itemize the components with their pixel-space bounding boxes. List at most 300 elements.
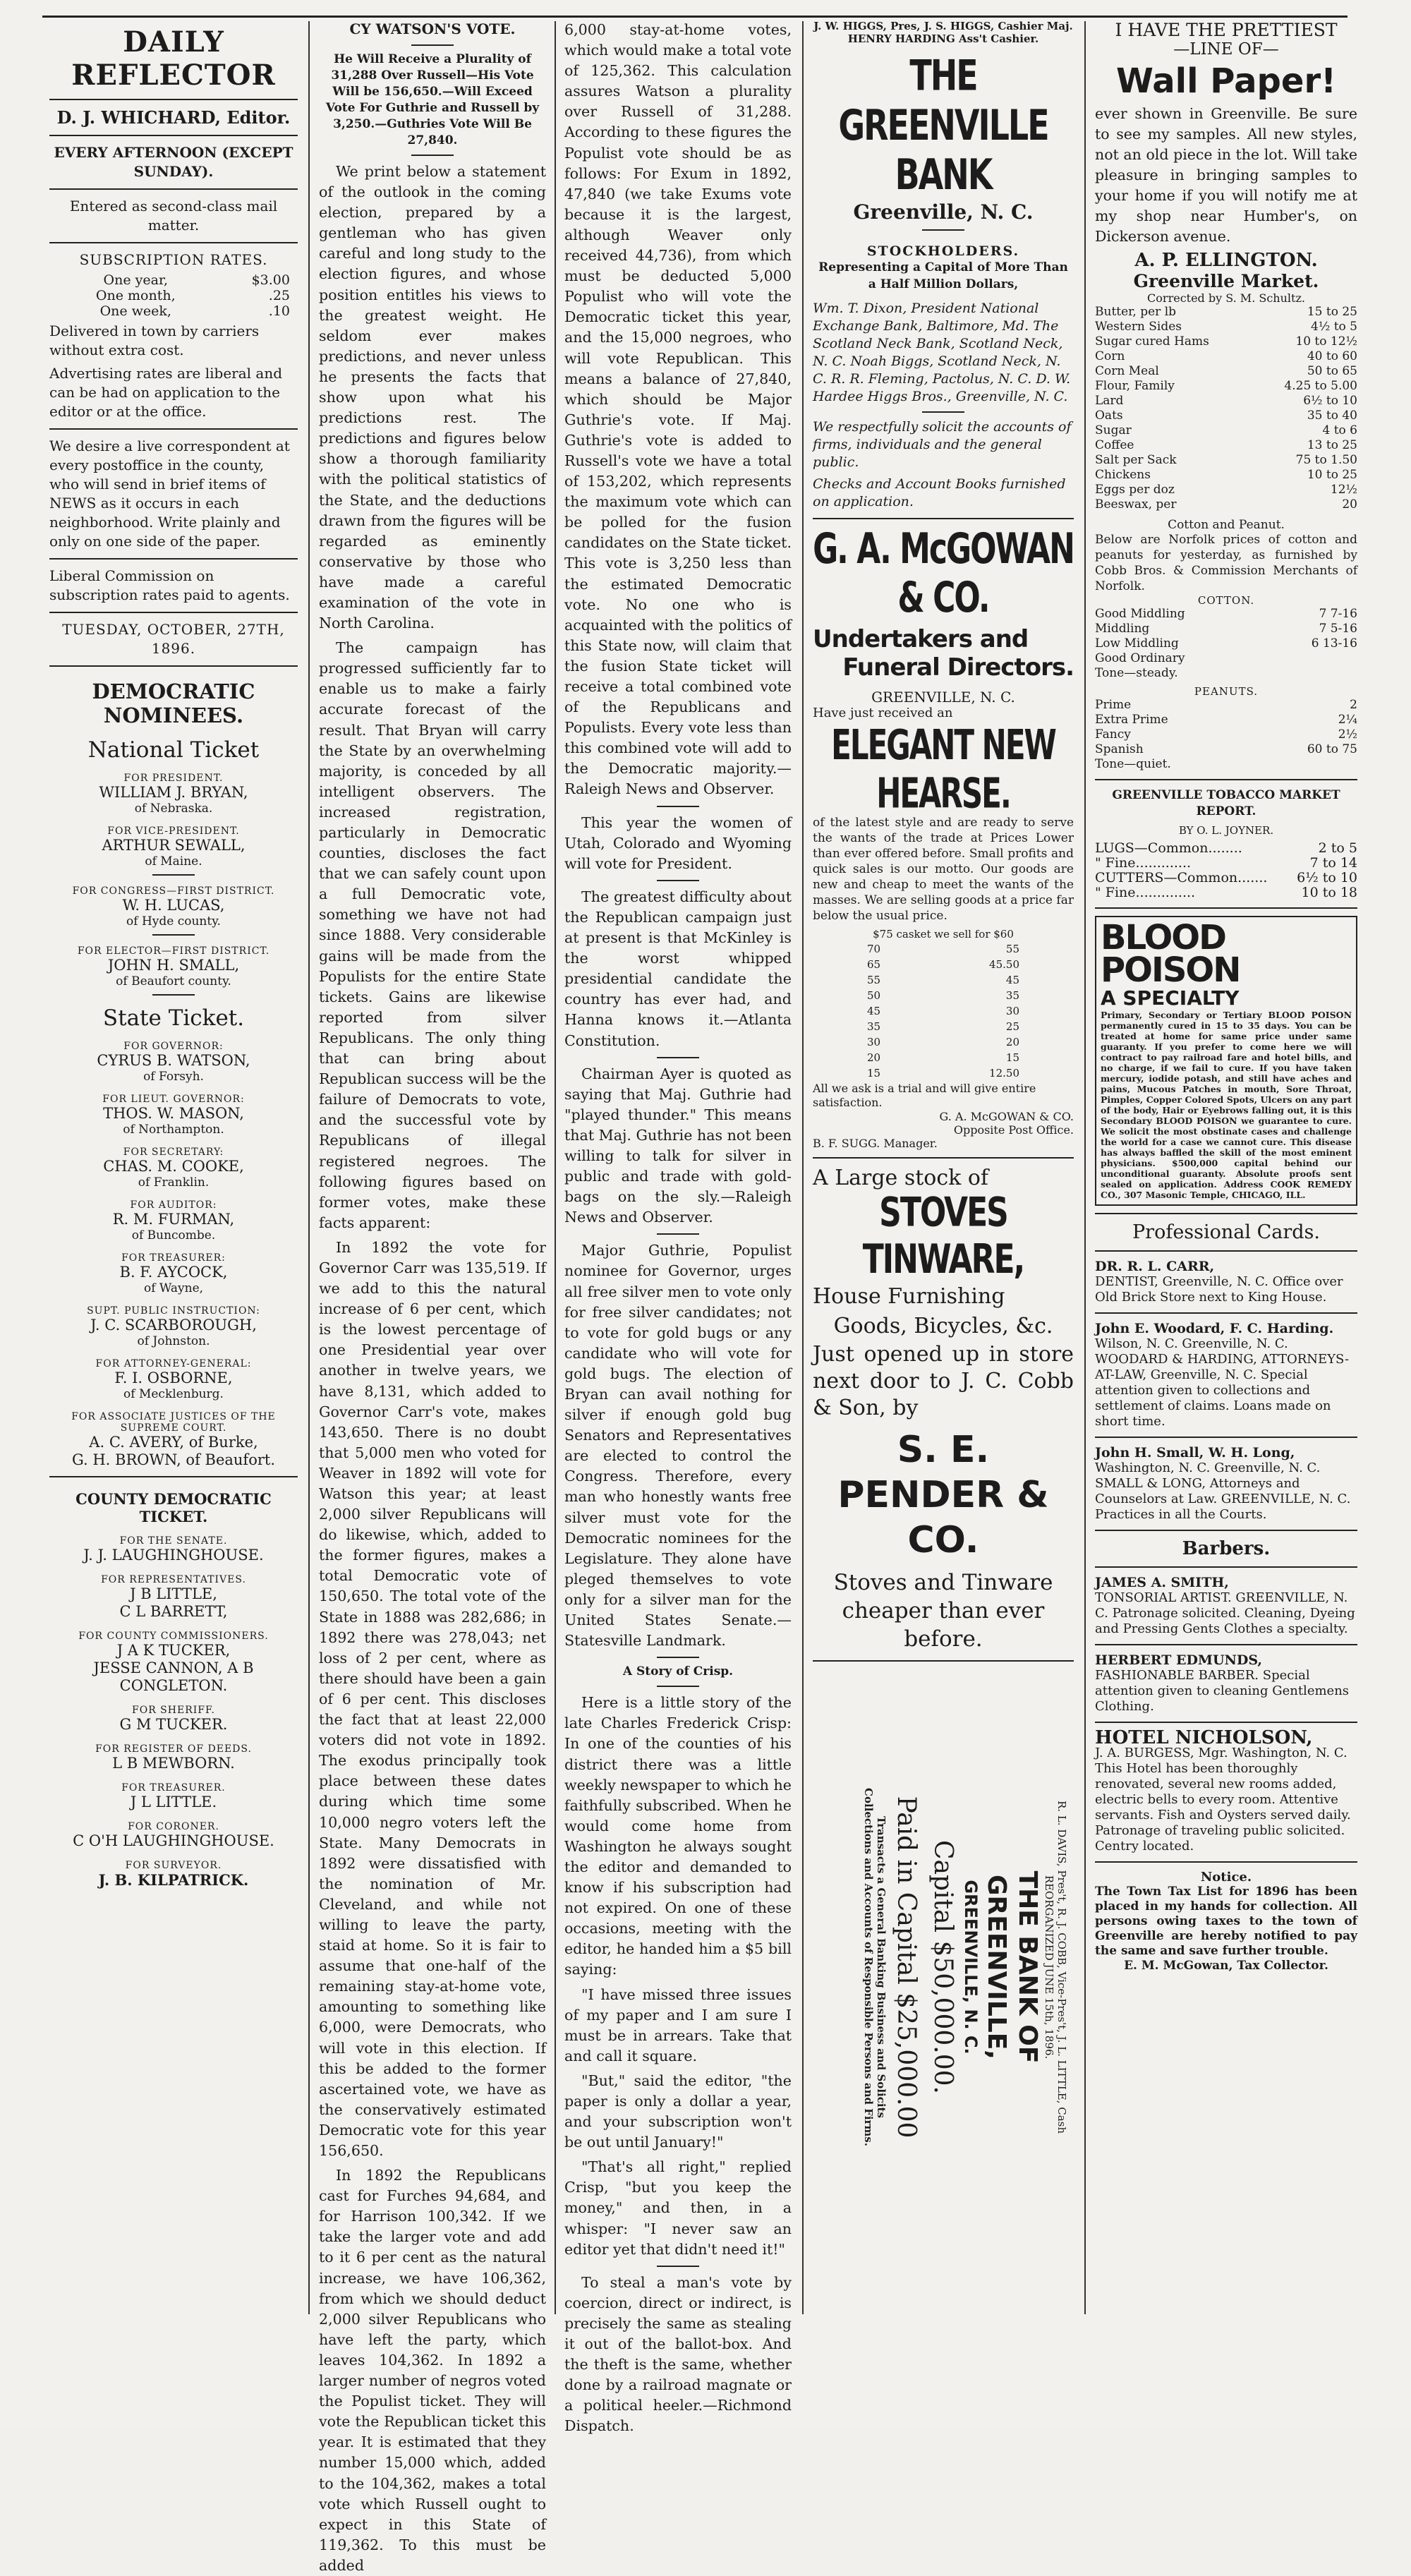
price: 2¼ [1338, 713, 1357, 727]
tobacco-row [1095, 871, 1357, 885]
nominee-name: JESSE CANNON, A B CONGLETON. [93, 1659, 254, 1694]
bp-title: BLOOD POISON [1101, 918, 1240, 990]
rate-price: .10 [268, 303, 290, 319]
nominee-name: CYRUS B. WATSON, [97, 1052, 250, 1069]
professional-card [1095, 1321, 1357, 1429]
nominee-place: of Franklin. [138, 1175, 210, 1190]
divider [1095, 779, 1357, 780]
card-name: John H. Small, W. H. Long, [1095, 1445, 1295, 1461]
item: Sugar [1095, 423, 1132, 437]
nominee-name: C O'H LAUGHINGHOUSE. [73, 1832, 274, 1849]
divider [1095, 1530, 1357, 1531]
office-label: FOR CORONER. [128, 1821, 219, 1832]
divider [657, 1686, 699, 1687]
price [1268, 651, 1357, 666]
pender-tagline: Stoves and Tinware cheaper than ever before. [833, 1570, 1053, 1652]
item: Salt per Sack [1095, 453, 1177, 467]
office-label: FOR CONGRESS—FIRST DISTRICT. [72, 885, 275, 897]
nominee [49, 885, 298, 929]
rate-term: One week, [99, 303, 171, 319]
item: Low Middling [1095, 636, 1179, 651]
hotel-card [1095, 1727, 1357, 1854]
column-rule [1084, 21, 1086, 2314]
grade: " Fine.............. [1095, 885, 1196, 900]
divider [49, 428, 298, 430]
item: Good Ordinary [1095, 651, 1185, 665]
divider [1095, 1722, 1357, 1723]
nominee-name: R. M. FURMAN, [112, 1211, 235, 1228]
market-row [1095, 409, 1357, 423]
paragraph: The greatest difficulty about the Republican campaign just at present is that McKinley is the worst whipped presidential candidate the country has ever had, and Hanna knows it.—Atlanta Constitution. [564, 888, 792, 1049]
market-row [1095, 438, 1357, 453]
nominee-name: A. C. AVERY, of Burke, [89, 1434, 258, 1451]
item: Tone—quiet. [1095, 757, 1171, 771]
card-name: JAMES A. SMITH, [1095, 1575, 1229, 1590]
nominee [49, 1821, 298, 1850]
tobacco-by: BY O. L. JOYNER. [1178, 824, 1274, 837]
market-row [1095, 305, 1357, 320]
cotton-title: Cotton and Peanut. [1168, 518, 1285, 532]
divider [411, 44, 454, 46]
peanut-row [1095, 727, 1357, 742]
price: 50 to 65 [1307, 364, 1357, 378]
divider [1095, 1312, 1357, 1314]
price: 20 [1342, 497, 1357, 512]
item: Tone—steady. [1095, 666, 1178, 680]
divider [1095, 1213, 1357, 1214]
casket-row [866, 1035, 1020, 1049]
nominee-place: of Wayne, [143, 1281, 204, 1295]
stoves-title: STOVES TINWARE, [862, 1189, 1024, 1283]
item: Eggs per doz [1095, 483, 1175, 497]
bp-specialty: A SPECIALTY [1101, 986, 1240, 1010]
price: 4 to 6 [1322, 423, 1357, 437]
county-ticket-title: COUNTY DEMOCRATIC TICKET. [75, 1490, 272, 1525]
item: Flour, Family [1095, 379, 1175, 393]
card-name: HERBERT EDMUNDS, [1095, 1652, 1263, 1668]
stockholders-title: STOCKHOLDERS. [866, 243, 1020, 259]
tobacco-row [1095, 856, 1357, 871]
price: 2 to 5 [1318, 840, 1357, 856]
notice-sign: E. M. McGowan, Tax Collector. [1124, 1959, 1328, 1973]
nominee-place: of Johnston. [137, 1334, 210, 1348]
casket-price: 50 [867, 989, 881, 1002]
casket-price: 45 [867, 1005, 881, 1017]
barber-card [1095, 1652, 1357, 1715]
casket-table [865, 941, 1022, 1082]
divider [49, 665, 298, 667]
office-label: FOR REGISTER OF DEEDS. [95, 1743, 252, 1755]
casket-price: 65 [867, 958, 881, 971]
solicit-note: We respectfully solicit the accounts of firms, individuals and the general public. [813, 419, 1072, 470]
casket-sale: 55 [1005, 943, 1019, 955]
professional-card [1095, 1259, 1357, 1305]
casket-sale: 35 [1005, 989, 1019, 1002]
article-body [319, 162, 546, 2576]
nominees-title: DEMOCRATIC NOMINEES. [92, 679, 255, 727]
rotated-ad-content [818, 1784, 1068, 2151]
office-label: FOR LIEUT. GOVERNOR: [102, 1094, 245, 1105]
peanut-row [1095, 698, 1357, 713]
stoves-line: Goods, Bicycles, &c. [833, 1314, 1053, 1338]
nominee-name: J B LITTLE, [130, 1585, 217, 1602]
casket-row [866, 1004, 1020, 1018]
mcgowan-sub2: Funeral Directors. [842, 653, 1074, 682]
casket-price: 15 [867, 1067, 881, 1080]
price: 7 to 14 [1309, 855, 1357, 871]
divider [657, 880, 699, 881]
bp-body: Primary, Secondary or Tertiary BLOOD POISON permanently cured in 15 to 35 days. You can be treated at home for same price under same guaranty. If you prefer to come here we will contract to pay railroad fare and hotel bills, and no charge, if we fail to cure. If you have taken mercury, iodide potash, and still have aches and pains, Mucous Patches in mouth, Sore Throat, Pimples, Copper Colored Spots, Ulcers on any part of the body, Hair or Eyebrows falling out, it is this Secondary BLOOD POISON we guarantee to cure. We solicit the most obstinate cases and challenge the world for a case we cannot cure. This disease has always baffled the skill of the most eminent physicians. $500,000 capital behind our unconditional guaranty. Absolute proofs sent sealed on application. Address COOK REMEDY CO., 307 Masonic Temple, CHICAGO, ILL. [1101, 1010, 1352, 1200]
office-label: FOR ELECTOR—FIRST DISTRICT. [77, 945, 270, 957]
divider [152, 994, 195, 996]
casket-price: 35 [867, 1020, 881, 1033]
nominee [49, 1782, 298, 1811]
peanut-row [1095, 742, 1357, 757]
mcgowan-mgr: B. F. SUGG. Manager. [813, 1137, 938, 1150]
price: 6 13-16 [1311, 636, 1357, 651]
bank-of-greenville-ad [818, 1784, 1068, 2151]
price: 4.25 to 5.00 [1284, 379, 1357, 393]
nominee-name: J L LITTLE. [130, 1794, 217, 1810]
paragraph: In 1892 the Republicans cast for Furches 94,684, and for Harrison 100,342. If we take the larger vote and add to it 6 per cent as the natural increase, we have 106,362, from which we should deduct 2,000 silver Republicans who have left the party, which leaves 104,362. In 1892 a larger number of negros voted the Populist ticket. They will vote the Republican ticket this year. It is estimated that they number 15,000 which, added to the 104,362, makes a total vote which Russell ought to expect in this State of 119,362. To this must be added [319, 2167, 546, 2574]
rate-row [57, 288, 290, 303]
office-label: FOR SHERIFF. [132, 1705, 215, 1716]
nominee-name: CHAS. M. COOKE, [103, 1158, 244, 1175]
card-name: John E. Woodard, F. C. Harding. [1095, 1321, 1334, 1336]
column-ads-market [1088, 20, 1364, 2313]
item: Fancy [1095, 727, 1131, 742]
nominee-name: C L BARRETT, [119, 1603, 228, 1620]
nominee [49, 1705, 298, 1734]
cotton-table [1095, 607, 1357, 681]
rate-term: One year, [103, 272, 168, 288]
paragraph: To steal a man's vote by coercion, direct or indirect, is precisely the same as stealing it out of the ballot-box. And the theft is the same, whether done by a railroad magnate or a political heeler.—Richmond Dispatch. [564, 2273, 792, 2435]
cotton-row [1095, 622, 1357, 636]
nominee [49, 1094, 298, 1137]
paragraph: "That's all right," replied Crisp, "but you keep the money," and then, in a whisper: "I never saw an editor yet that didn't need it!" [564, 2158, 792, 2258]
item: Western Sides [1095, 320, 1182, 334]
office-label: FOR AUDITOR: [130, 1199, 217, 1211]
bank-paid-capital: Paid in Capital $25,000.00 [892, 1796, 921, 2139]
rate-term: One month, [95, 288, 176, 303]
grade: LUGS—Common........ [1095, 840, 1242, 856]
blood-poison-ad [1095, 916, 1357, 1206]
hearse-title: ELEGANT NEW HEARSE. [831, 720, 1055, 818]
rate-price: $3.00 [251, 272, 290, 288]
card-text: Washington, N. C. Greenville, N. C. SMALL & LONG, Attorneys and Counselors at Law. GREENVILLE, N. C. Practices in all the Courts. [1095, 1461, 1351, 1522]
market-row [1095, 468, 1357, 483]
rate-price: .25 [268, 288, 290, 303]
paragraph: "But," said the editor, "the paper is only a dollar a year, and your subscription won't be out until January!" [564, 2072, 792, 2151]
card-text: TONSORIAL ARTIST. GREENVILLE, N. C. Patronage solicited. Cleaning, Dyeing and Pressing Gents Clothes a specialty. [1095, 1590, 1355, 1636]
top-rule [42, 16, 1348, 18]
bank-title: THE GREENVILLE BANK [838, 50, 1048, 200]
office-label: FOR PRESIDENT. [123, 773, 224, 784]
correspondent-note: We desire a live correspondent at every postoffice in the county, who will send in brief items of NEWS as it occurs in each neighborhood. Write plainly and only on one side of the paper. [49, 437, 290, 550]
card-text: FASHIONABLE BARBER. Special attention given to cleaning Gentlemens Clothing. [1095, 1668, 1350, 1714]
market-row [1095, 320, 1357, 334]
divider [1095, 1861, 1357, 1863]
price [1268, 666, 1357, 681]
divider [49, 188, 298, 190]
item: Beeswax, per [1095, 497, 1177, 512]
nominee-name: L B MEWBORN. [112, 1755, 235, 1772]
market-row [1095, 334, 1357, 349]
paragraph: Here is a little story of the late Charles Frederick Crisp: In one of the counties of his district there was a little weekly newspaper to which he faithfully subscribed. When he would come home from Washington he always sought the editor and demanded to know if his subscription had not expired. On one of these occasions, meeting with the editor, he handed him a $5 bill saying: [564, 1694, 792, 1978]
nominee [49, 945, 298, 988]
divider [152, 874, 195, 876]
mcgowan-title: G. A. McGOWAN & CO. [813, 525, 1074, 622]
divider [1095, 1437, 1357, 1438]
nominee [49, 1305, 298, 1348]
rate-row [57, 303, 290, 319]
office-label: FOR COUNTY COMMISSIONERS. [78, 1631, 269, 1642]
casket-price: 30 [867, 1036, 881, 1048]
column-article-watson [312, 20, 553, 2574]
notice-body: The Town Tax List for 1896 has been placed in my hands for collection. All persons owing taxes to the town of Greenville are hereby notified to pay the same and save further trouble. [1095, 1885, 1357, 1958]
nominee-place: of Northampton. [123, 1123, 224, 1137]
nominee-name: G M TUCKER. [119, 1716, 228, 1733]
stockholders-list: Wm. T. Dixon, President National Exchange Bank, Baltimore, Md. The Scotland Neck Bank, Scotland Neck, N. C. Noah Biggs, Scotland Neck, N. C. R. R. Fleming, Pactolus, N. C. D. W. Hardee Higgs Bros., Greenville, N. C. [813, 301, 1071, 404]
price: 10 to 18 [1301, 885, 1357, 900]
paragraph: The campaign has progressed sufficiently far to enable us to make a fairly accurate forecast of the result. That Bryan will carry the State by an overwhelming majority, is conceded by all intelligent observers. The increased registration, particularly in Democratic counties, discloses the fact that we can safely count upon a full Democratic vote, something we have not had since 1888. Very considerable gains will be made from the Populists for the entire State tickets. Gains are likewise reported from silver Republicans. The only thing that can bring about Republican success will be the failure of Democrats to vote, and the successful vote by Republicans of illegal registered negroes. The following figures based on former votes, make these facts apparent: [319, 639, 546, 1231]
office-label: FOR TREASURER. [121, 1782, 226, 1794]
casket-row [866, 1066, 1020, 1080]
casket-sale: 45 [1005, 974, 1019, 986]
divider [49, 558, 298, 560]
item: Corn [1095, 349, 1125, 363]
nominee-name: WILLIAM J. BRYAN, [99, 784, 248, 801]
nominee-place: of Forsyh. [143, 1070, 204, 1084]
divider [657, 806, 699, 807]
nominee-name: THOS. W. MASON, [103, 1105, 244, 1122]
tobacco-table [1095, 841, 1357, 900]
price: 75 to 1.50 [1295, 453, 1357, 467]
price: 60 to 75 [1307, 742, 1357, 756]
bank-capital: Capital $50,000.00. [928, 1839, 957, 2095]
casket-sale: 12.50 [989, 1067, 1019, 1080]
nominee-name: JOHN H. SMALL, [107, 957, 240, 974]
cotton-sub: COTTON. [1197, 594, 1255, 607]
peanuts-table [1095, 698, 1357, 772]
nominee-name: J. J. LAUGHINGHOUSE. [83, 1547, 264, 1564]
peanuts-sub: PEANUTS. [1194, 685, 1259, 698]
office-label: FOR THE SENATE. [119, 1535, 228, 1547]
market-row [1095, 349, 1357, 364]
paragraph: 6,000 stay-at-home votes, which would make a total vote of 125,362. This calculation assures Watson a plurality over Russell of 31,288. According to these figures the Populist vote should be as follows: For Exum in 1892, 47,840 (we take Exums vote because it is the largest, although Weaver only received 44,736), from which must be deducted 5,000 Populist who will vote the Democratic ticket this year, and the 15,000 negroes, who will vote Republican. This means a balance of 27,840, which should be Major Guthrie's vote. If Maj. Guthrie's vote is added to Russell's vote we have a total of 153,202, which represents the maximum vote which can be polled for the fusion candidates on the State ticket. This vote is 3,250 less than the estimated Democratic vote. No one who is acquainted with the politics of this State now, will claim that the fusion State ticket will receive a total combined vote of the Republicans and Populists. Every vote less than this combined vote will add to the Democratic majority.—Raleigh News and Observer. [564, 21, 792, 798]
price: 10 to 25 [1307, 468, 1357, 482]
office-label: FOR TREASURER: [121, 1252, 226, 1264]
card-text: J. A. BURGESS, Mgr. Washington, N. C. This Hotel has been thoroughly renovated, several new rooms added, electric bells to every room. Attentive servants. Fish and Oysters served daily. Patronage of traveling public solicited. Centry located. [1095, 1746, 1351, 1854]
bank-city: Greenville, N. C. [853, 200, 1034, 224]
item: Butter, per lb [1095, 305, 1177, 319]
publish-line: EVERY AFTERNOON (EXCEPT SUNDAY). [54, 144, 293, 180]
bank-city: GREENVILLE, N. C. [961, 1880, 981, 2055]
casket-row [866, 1051, 1020, 1065]
issue-date: TUESDAY, OCTOBER, 27TH, 1896. [62, 621, 285, 657]
rates-table [57, 272, 290, 319]
divider [49, 135, 298, 136]
price: 40 to 60 [1307, 349, 1357, 363]
stoves-line: Just opened up in store next door to J. C. Cobb & Son, by [813, 1342, 1074, 1420]
price: 4½ to 5 [1311, 320, 1357, 334]
nominee [49, 1199, 298, 1242]
paragraph: We print below a statement of the outlook in the coming election, prepared by a gentleman who has given careful and long study to the election figures, and whose position entitles his views to the greatest weight. He seldom ever makes predictions, and never unless he presents the facts that show upon what his predictions rest. The predictions and figures below show a thorough familiarity with the political statistics of the State, and the deductions drawn from the figures will be regarded as eminently conservative by those who have made a careful examination of the vote in North Carolina. [319, 163, 546, 632]
item: Corn Meal [1095, 364, 1159, 378]
market-row [1095, 379, 1357, 394]
nominee-name: B. F. AYCOCK, [119, 1264, 228, 1281]
peanut-row [1095, 757, 1357, 772]
casket-row [866, 988, 1020, 1003]
price: 35 to 40 [1307, 409, 1357, 423]
peanut-row [1095, 713, 1357, 727]
casket-row [866, 1020, 1020, 1034]
market-by: Corrected by S. M. Schultz. [1147, 291, 1305, 305]
barbers-title: Barbers. [1182, 1538, 1271, 1559]
notice-title: Notice. [1200, 1870, 1252, 1885]
nominee [49, 1743, 298, 1772]
national-ticket-title: National Ticket [87, 737, 260, 763]
divider [657, 2266, 699, 2267]
column-rule [802, 21, 804, 2314]
story-title: A Story of Crisp. [622, 1664, 734, 1679]
wall-title: Wall Paper! [1116, 61, 1336, 101]
advertising-note: Advertising rates are liberal and can be had on application to the editor or at the office. [49, 365, 283, 420]
divider [411, 155, 454, 156]
casket-row [866, 973, 1020, 987]
checks-note: Checks and Account Books furnished on application. [813, 476, 1066, 509]
item: Coffee [1095, 438, 1134, 452]
price: 2½ [1338, 727, 1357, 742]
price: 6½ to 10 [1297, 870, 1357, 885]
price: 6½ to 10 [1303, 394, 1357, 408]
divider [922, 229, 964, 231]
tobacco-row [1095, 885, 1357, 900]
price: 13 to 25 [1307, 438, 1357, 452]
pender-name: S. E. PENDER & CO. [837, 1429, 1049, 1561]
market-row [1095, 394, 1357, 409]
divider [1095, 1644, 1357, 1645]
market-row [1095, 497, 1357, 512]
market-row [1095, 423, 1357, 438]
casket-header: $75 casket we sell for $60 [873, 928, 1014, 941]
nominee-name: J. C. SCARBOROUGH, [90, 1317, 257, 1334]
office-label: SUPT. PUBLIC INSTRUCTION: [87, 1305, 260, 1317]
office-label: FOR VICE-PRESIDENT. [107, 826, 240, 837]
card-name: DR. R. L. CARR, [1095, 1259, 1215, 1274]
paragraph: This year the women of Utah, Colorado and Wyoming will vote for President. [564, 814, 792, 872]
mcgowan-received: Have just received an [813, 706, 953, 720]
cotton-row [1095, 636, 1357, 651]
entered-line: Entered as second-class mail matter. [69, 198, 278, 234]
market-row [1095, 453, 1357, 468]
article-body [564, 20, 792, 2437]
divider [1095, 907, 1357, 909]
rates-title: SUBSCRIPTION RATES. [79, 251, 268, 268]
price: 12½ [1330, 483, 1357, 497]
nominee [49, 1411, 298, 1469]
nominee [49, 773, 298, 816]
prof-title: Professional Cards. [1132, 1221, 1320, 1243]
divider [49, 612, 298, 613]
item: Extra Prime [1095, 713, 1168, 727]
column-rule [555, 21, 556, 2314]
nominee [49, 826, 298, 869]
casket-price: 20 [867, 1051, 881, 1064]
divider [813, 1660, 1074, 1662]
nominee-place: of Hyde county. [126, 914, 221, 929]
commission-note: Liberal Commission on subscription rates paid to agents. [49, 567, 290, 603]
bank-officers: R. L. DAVIS, Pres't, R. J. COBB, Vice-Pres't, J. L. LITTLE, Cash [1055, 1800, 1068, 2134]
bank-transacts: Transacts a General Banking Business and Solicits Collections and Accounts of Responsible Persons and Firms. [862, 1788, 888, 2146]
grade: " Fine............. [1095, 855, 1192, 871]
nominee [49, 1041, 298, 1084]
nominee [49, 1252, 298, 1295]
market-row [1095, 364, 1357, 379]
office-label: FOR ASSOCIATE JUSTICES OF THE SUPREME COURT. [71, 1411, 276, 1434]
mcgowan-city: GREENVILLE, N. C. [871, 689, 1015, 706]
item: Chickens [1095, 468, 1151, 482]
item: Prime [1095, 698, 1132, 712]
nominee [49, 1147, 298, 1190]
cotton-row [1095, 666, 1357, 681]
market-title: Greenville Market. [1133, 271, 1319, 291]
nominee-place: of Maine. [145, 854, 202, 869]
item: Sugar cured Hams [1095, 334, 1209, 349]
office-label: FOR SURVEYOR. [125, 1860, 222, 1871]
cotton-row [1095, 607, 1357, 622]
divider [152, 934, 195, 936]
casket-row [866, 942, 1020, 956]
professional-card [1095, 1445, 1357, 1523]
casket-sale: 30 [1005, 1005, 1019, 1017]
nominee-name: ARTHUR SEWALL, [102, 837, 246, 854]
casket-price: 55 [867, 974, 881, 986]
mcgowan-sign: G. A. McGOWAN & CO. [939, 1110, 1074, 1123]
price: 15 to 25 [1307, 305, 1357, 319]
casket-sale: 45.50 [989, 958, 1019, 971]
column-rule [308, 21, 310, 2314]
paragraph: "I have missed three issues of my paper and I am sure I must be in arrears. Take that and call it square. [564, 1985, 792, 2064]
divider [1095, 1250, 1357, 1252]
office-label: FOR GOVERNOR: [123, 1041, 224, 1052]
item: Oats [1095, 409, 1123, 423]
mcgowan-sub1: Undertakers and [813, 625, 1029, 653]
divider [657, 1657, 699, 1658]
price: 7 7-16 [1319, 607, 1357, 621]
mcgowan-body: of the latest style and are ready to serve the wants of the trade at Prices Lower than ever offered before. Small profits and quick sales is our motto. Our goods are new and cheap to meet the wants of the masses. We are selling goods at a price far below the usual price. [813, 816, 1074, 923]
masthead: DAILY REFLECTOR [71, 25, 276, 92]
bank-title: THE BANK OF GREENVILLE, [982, 1870, 1042, 2064]
price: 7 5-16 [1319, 622, 1357, 636]
article-headline: CY WATSON'S VOTE. [349, 20, 516, 37]
casket-sale: 25 [1005, 1020, 1019, 1033]
grade: CUTTERS—Common....... [1095, 870, 1268, 885]
paragraph: Chairman Ayer is quoted as saying that Maj. Guthrie had "played thunder." This means that Maj. Guthrie has not been willing to talk for silver in public and trade with gold-bags on the sly.—Raleigh News and Observer. [564, 1065, 792, 1226]
rate-row [57, 272, 290, 288]
card-text: DENTIST, Greenville, N. C. Office over Old Brick Store next to King House. [1095, 1274, 1343, 1305]
nominee-place: of Beaufort county. [116, 974, 231, 988]
card-text: Wilson, N. C. Greenville, N. C. WOODARD & HARDING, ATTORNEYS-AT-LAW, Greenville, N. C. Special attention given to collections and settlement of claims. Loans made on short time. [1095, 1336, 1350, 1429]
bank-reorganized: REORGANIZED JUNE 15th, 1896. [1043, 1875, 1055, 2060]
divider [657, 1057, 699, 1058]
item: Middling [1095, 622, 1150, 636]
cotton-note: Below are Norfolk prices of cotton and peanuts for yesterday, as furnished by Cobb Bros. & Commission Merchants of Norfolk. [1095, 533, 1357, 593]
office-label: FOR SECRETARY: [123, 1147, 224, 1158]
price: 2 [1350, 698, 1357, 712]
barber-card [1095, 1575, 1357, 1637]
price [1253, 757, 1357, 772]
